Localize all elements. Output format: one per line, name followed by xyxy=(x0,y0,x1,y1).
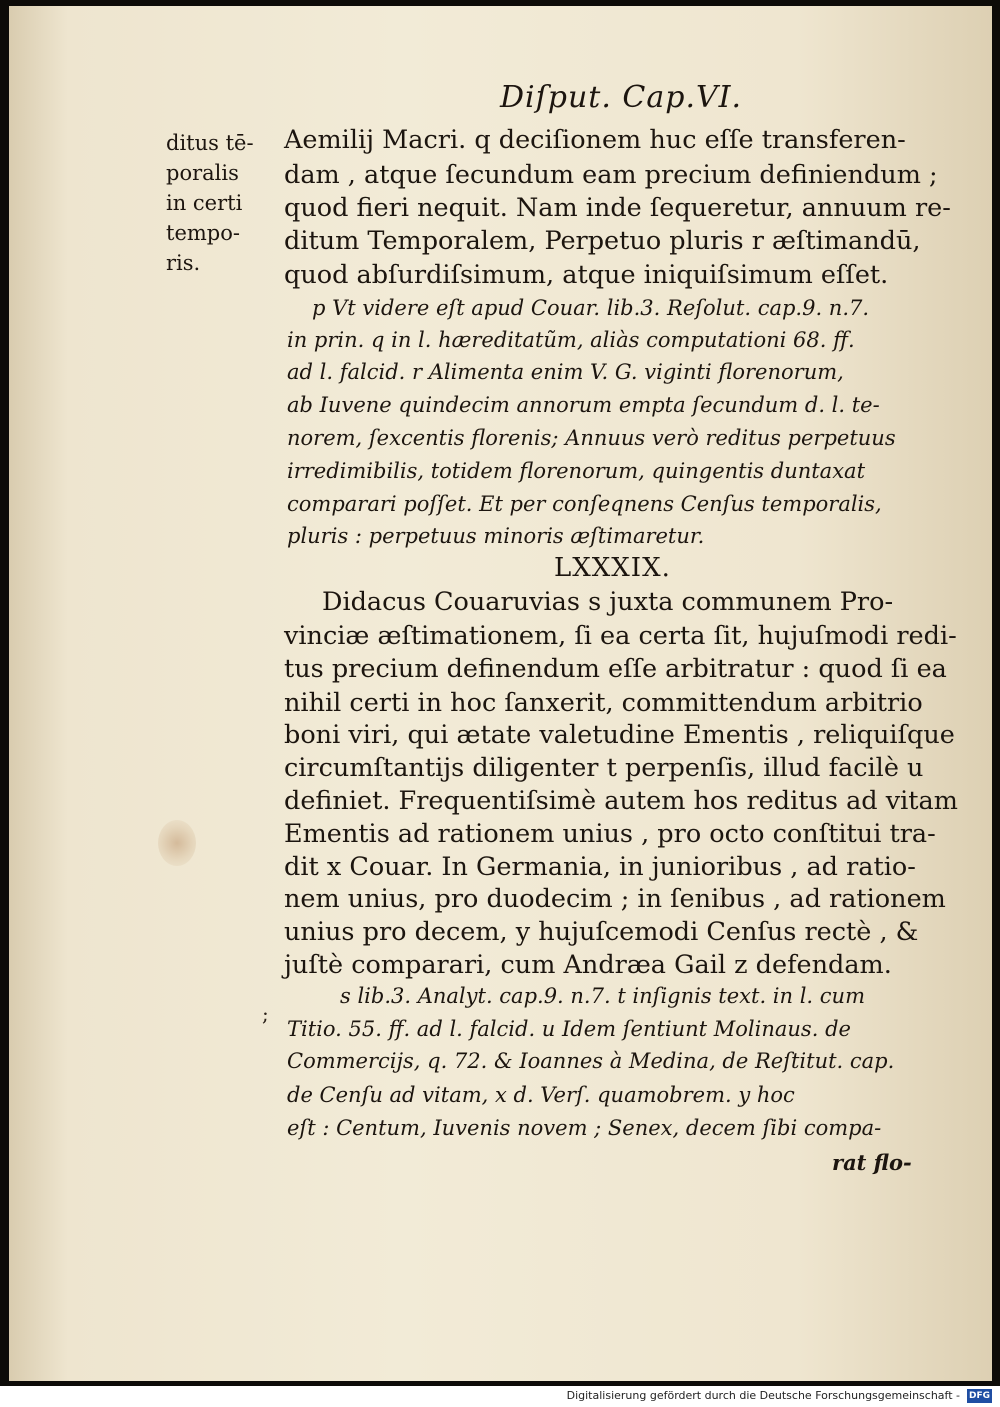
body-line: nihil certi in hoc ſanxerit, committendum arbitrio xyxy=(284,688,923,718)
footnote-line: Commercijs, q. 72. & Ioannes à Medina, de Reſtitut. cap. xyxy=(287,1049,895,1073)
footnote-line: norem, ſexcentis florenis; Annuus verò reditus perpetuus xyxy=(287,426,896,450)
body-line: ditum Temporalem, Perpetuo pluris r æſtimandū, xyxy=(284,226,921,256)
body-line: boni viri, qui ætate valetudine Ementis , reliquiſque xyxy=(284,720,955,750)
running-head: Diſput. Cap.VI. xyxy=(500,80,743,115)
body-line: dam , atque ſecundum eam precium definiendum ; xyxy=(284,160,938,190)
body-line: vinciæ æſtimationem, ſi ea certa ſit, hujuſmodi redi- xyxy=(284,621,957,651)
body-line: dit x Couar. In Germania, in junioribus , ad ratio- xyxy=(284,852,916,882)
body-line: nem unius, pro duodecim ; in ſenibus , ad rationem xyxy=(284,884,946,914)
footnote-line: irredimibilis, totidem florenorum, quingentis duntaxat xyxy=(287,459,866,483)
footnote-line: ad l. falcid. r Alimenta enim V. G. viginti florenorum, xyxy=(287,360,844,384)
dfg-logo-icon: DFG xyxy=(968,1391,990,1401)
section-number: LXXXIX. xyxy=(554,553,671,583)
marginal-note xyxy=(166,128,266,278)
footnote-line: in prin. q in l. hæreditatũm, aliàs computationi 68. ff. xyxy=(287,328,855,352)
footnote-line: eſt : Centum, Iuvenis novem ; Senex, decem ſibi compa- xyxy=(287,1116,882,1140)
footnote-line: pluris : perpetuus minoris æſtimaretur. xyxy=(287,524,705,548)
funding-notice: Digitalisierung gefördert durch die Deutsche Forschungsgemeinschaft - xyxy=(566,1389,960,1402)
footnote-line: ab Iuvene quindecim annorum empta ſecundum d. l. te- xyxy=(287,393,880,417)
body-line: Aemilij Macri. q deciſionem huc eſſe transferen- xyxy=(284,125,906,155)
catchword: rat flo- xyxy=(832,1150,912,1175)
scan-border-left xyxy=(0,0,9,1386)
stray-mark: ; xyxy=(262,1002,269,1026)
marginal-line: ditus tē- xyxy=(166,131,254,155)
digitization-footer xyxy=(0,1386,1000,1407)
footnote-line: de Cenſu ad vitam, x d. Verſ. quamobrem. y hoc xyxy=(287,1083,795,1107)
body-line: unius pro decem, y hujuſcemodi Cenſus rectè , & xyxy=(284,917,919,947)
body-line: Ementis ad rationem unius , pro octo conſtitui tra- xyxy=(284,819,936,849)
body-line: definiet. Frequentiſsimè autem hos reditus ad vitam xyxy=(284,786,958,816)
body-line: Didacus Couaruvias s juxta communem Pro- xyxy=(322,587,894,617)
body-line: circumſtantijs diligenter t perpenſis, illud facilè u xyxy=(284,753,924,783)
footnote-line: comparari poſſet. Et per conſeqnens Cenſus temporalis, xyxy=(287,492,882,516)
body-line: tus precium definendum eſſe arbitratur : quod ſi ea xyxy=(284,654,947,684)
scan-border-right xyxy=(992,0,1000,1386)
marginal-line: tempo- xyxy=(166,221,240,245)
footnote-line: p Vt videre eſt apud Couar. lib.3. Reſolut. cap.9. n.7. xyxy=(312,296,870,320)
footnote-line: Titio. 55. ff. ad l. falcid. u Idem ſentiunt Molinaus. de xyxy=(287,1017,851,1041)
body-line: juſtè comparari, cum Andræa Gail z defendam. xyxy=(284,950,892,980)
paper-stain xyxy=(158,820,196,866)
body-line: quod abſurdiſsimum, atque iniquiſsimum eſſet. xyxy=(284,260,889,290)
marginal-line: in certi xyxy=(166,191,243,215)
marginal-line: ris. xyxy=(166,251,201,275)
marginal-line: poralis xyxy=(166,161,239,185)
footnote-line: s lib.3. Analyt. cap.9. n.7. t inſignis text. in l. cum xyxy=(340,984,865,1008)
body-line: quod fieri nequit. Nam inde ſequeretur, annuum re- xyxy=(284,193,951,223)
